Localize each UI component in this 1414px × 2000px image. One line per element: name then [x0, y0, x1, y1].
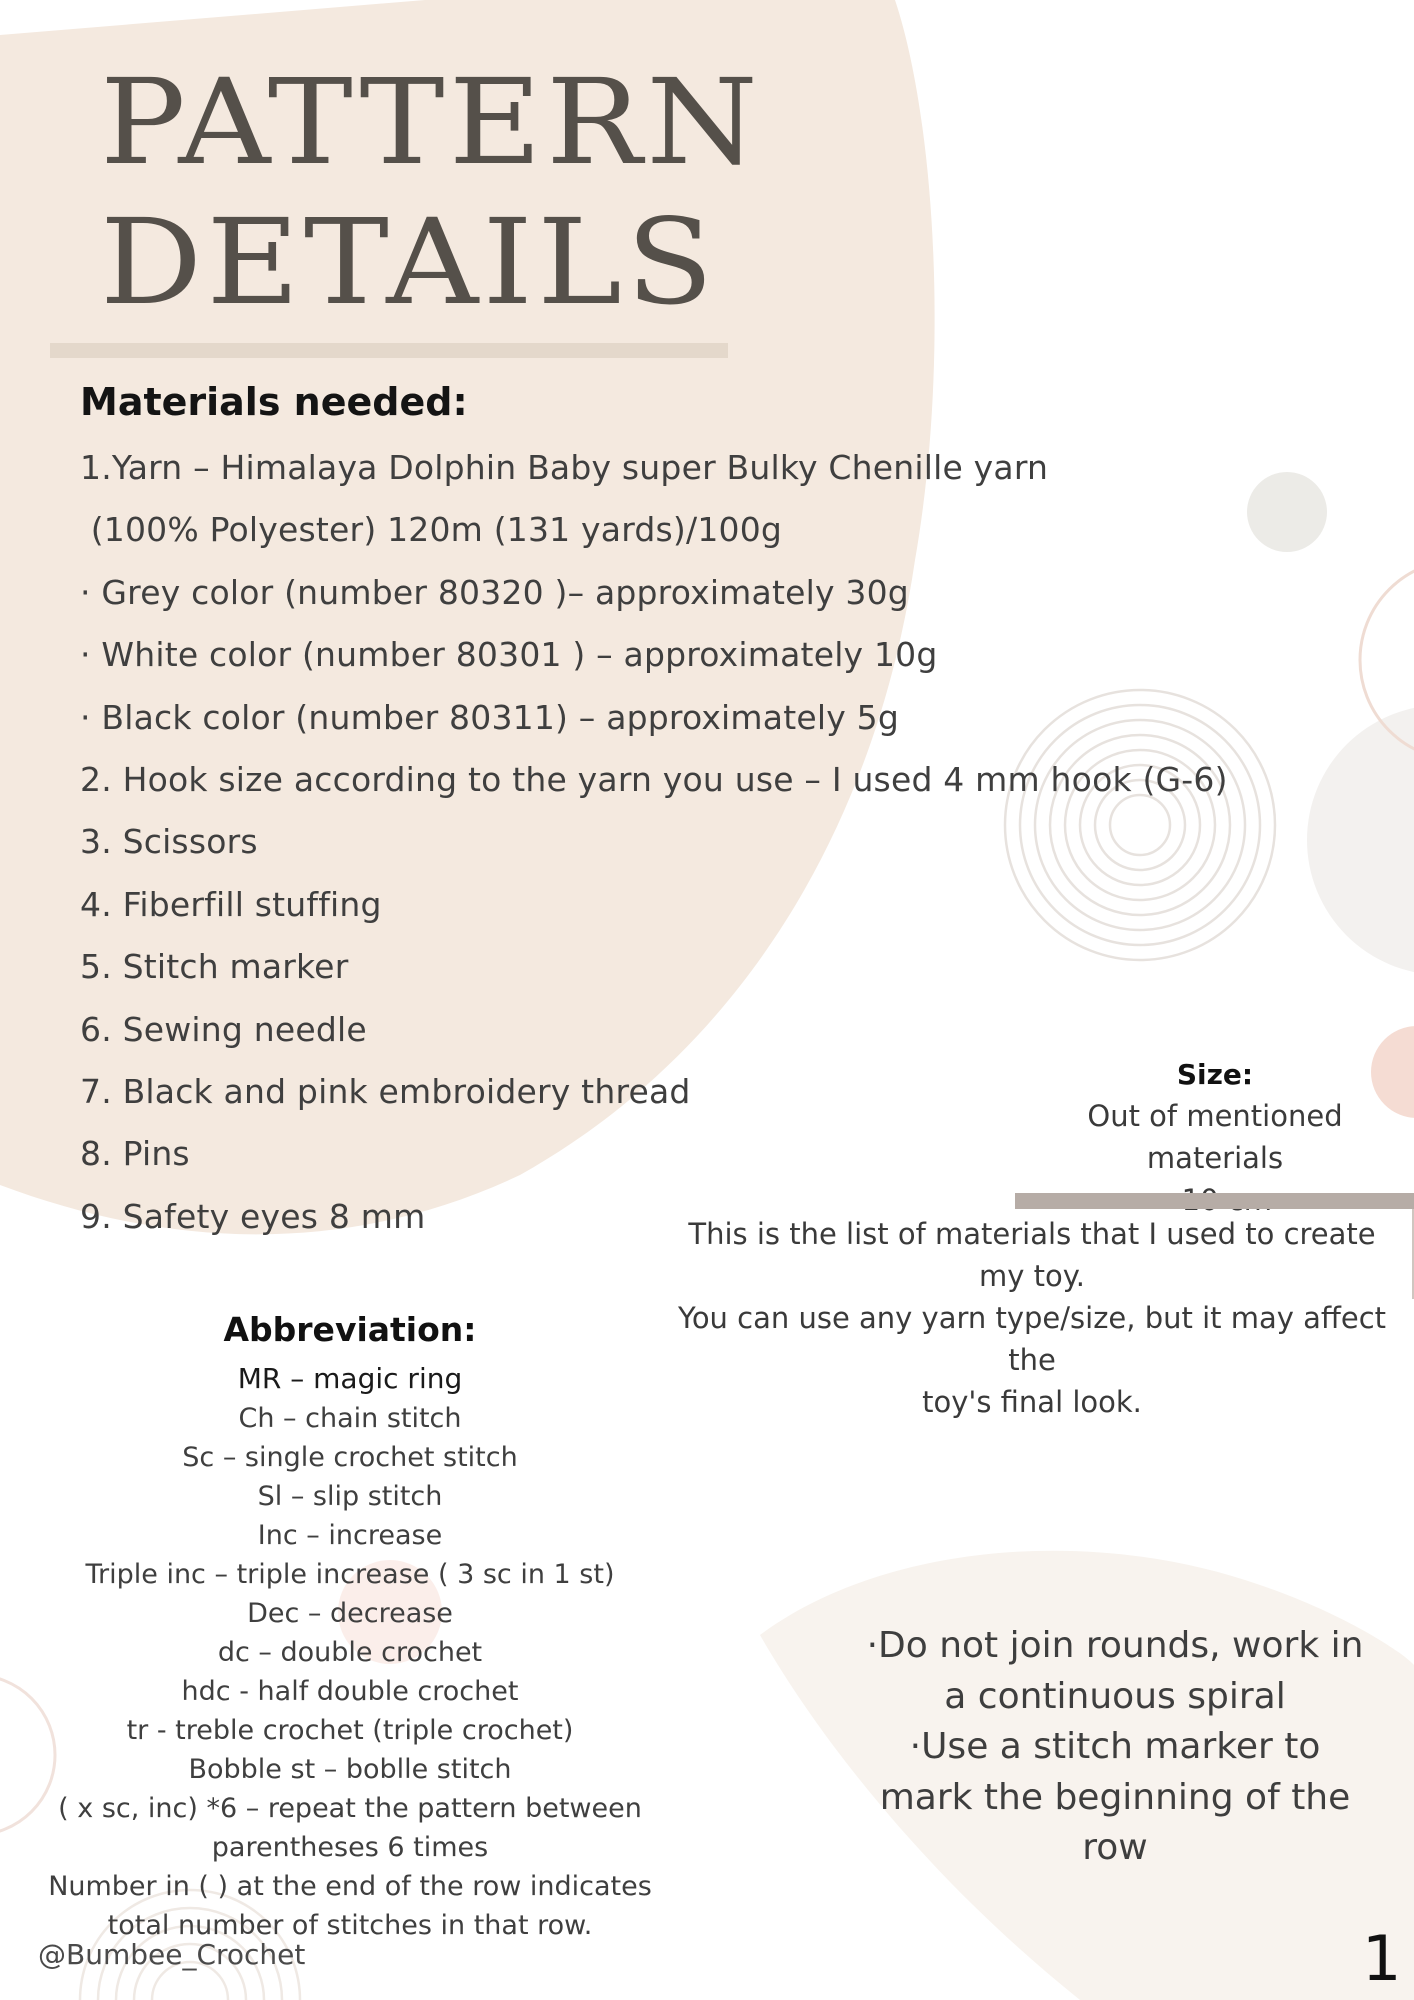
- materials-item-scissors: 3. Scissors: [80, 822, 258, 862]
- abbreviation-item: tr - treble crochet (triple crochet): [126, 1715, 574, 1746]
- materials-item-needle: 6. Sewing needle: [80, 1009, 367, 1049]
- abbreviation-item: Number in ( ) at the end of the row indicates: [48, 1871, 652, 1902]
- size-heading: Size:: [1176, 1058, 1254, 1091]
- abbreviation-item: ( x sc, inc) *6 – repeat the pattern between: [58, 1793, 642, 1824]
- note-line-3: toy's final look.: [922, 1385, 1142, 1419]
- note-line-1: This is the list of materials that I used to create my toy.: [688, 1217, 1376, 1293]
- title-line-1: PATTERN: [100, 53, 763, 191]
- grey-circle-right: [1307, 705, 1414, 975]
- tip-line-1: ·Do not join rounds, work in: [866, 1625, 1364, 1666]
- materials-item-pins: 8. Pins: [80, 1134, 190, 1174]
- abbreviation-item: Bobble st – boblle stitch: [188, 1754, 512, 1785]
- materials-item-thread: 7. Black and pink embroidery thread: [80, 1072, 691, 1112]
- abbreviation-item: dc – double crochet: [217, 1637, 483, 1668]
- abbreviation-item: total number of stitches in that row.: [107, 1910, 593, 1941]
- abbreviation-item: Inc – increase: [257, 1520, 443, 1551]
- abbreviation-section: [40, 1305, 660, 1945]
- tip-line-2: a continuous spiral: [944, 1675, 1286, 1717]
- abbreviation-item: parentheses 6 times: [211, 1832, 489, 1863]
- materials-item-stitch-marker: 5. Stitch marker: [80, 947, 349, 987]
- materials-item-yarn: 1.Yarn – Himalaya Dolphin Baby super Bulky Chenille yarn: [80, 448, 1049, 487]
- abbreviation-item: Triple inc – triple increase ( 3 sc in 1 st): [85, 1559, 615, 1590]
- author-handle: @Bumbee_Crochet: [38, 1938, 306, 1971]
- abbreviation-item: Ch – chain stitch: [238, 1403, 462, 1434]
- tip-line-3: ·Use a stitch marker to: [909, 1726, 1321, 1767]
- abbreviation-item-mr: MR – magic ring: [237, 1362, 463, 1395]
- title-line-2: DETAILS: [100, 193, 718, 331]
- abbreviation-item: Dec – decrease: [247, 1598, 453, 1629]
- abbreviation-item: hdc - half double crochet: [181, 1676, 519, 1707]
- size-divider: [1015, 1193, 1414, 1209]
- materials-item-black-color: · Black color (number 80311) – approximately 5g: [80, 697, 899, 737]
- title-underline: [50, 343, 728, 358]
- abbreviation-item: Sl – slip stitch: [257, 1481, 443, 1512]
- abbreviation-item: Sc – single crochet stitch: [182, 1442, 518, 1473]
- size-line-1: Out of mentioned materials: [1087, 1099, 1343, 1175]
- page-number: 1: [1362, 1922, 1402, 1995]
- note-line-2: You can use any yarn type/size, but it may affect the: [677, 1301, 1387, 1377]
- materials-heading: Materials needed:: [80, 380, 468, 424]
- materials-item-yarn-spec: (100% Polyester) 120m (131 yards)/100g: [80, 510, 783, 550]
- materials-item-white-color: · White color (number 80301 ) – approximately 10g: [80, 635, 938, 675]
- tip-line-4: mark the beginning of the: [879, 1776, 1351, 1818]
- abbreviation-heading: Abbreviation:: [223, 1310, 477, 1349]
- small-grey-circle: [1247, 472, 1327, 552]
- tips-section: [865, 1621, 1365, 1874]
- materials-item-hook: 2. Hook size according to the yarn you use – I used 4 mm hook (G-6): [80, 760, 1228, 800]
- materials-item-grey-color: · Grey color (number 80320 )– approximately 30g: [80, 572, 909, 612]
- page-title: [100, 52, 762, 332]
- materials-note: [662, 1213, 1402, 1423]
- tip-line-5: row: [1082, 1827, 1148, 1868]
- materials-item-stuffing: 4. Fiberfill stuffing: [80, 884, 382, 924]
- materials-item-safety-eyes: 9. Safety eyes 8 mm: [80, 1196, 426, 1236]
